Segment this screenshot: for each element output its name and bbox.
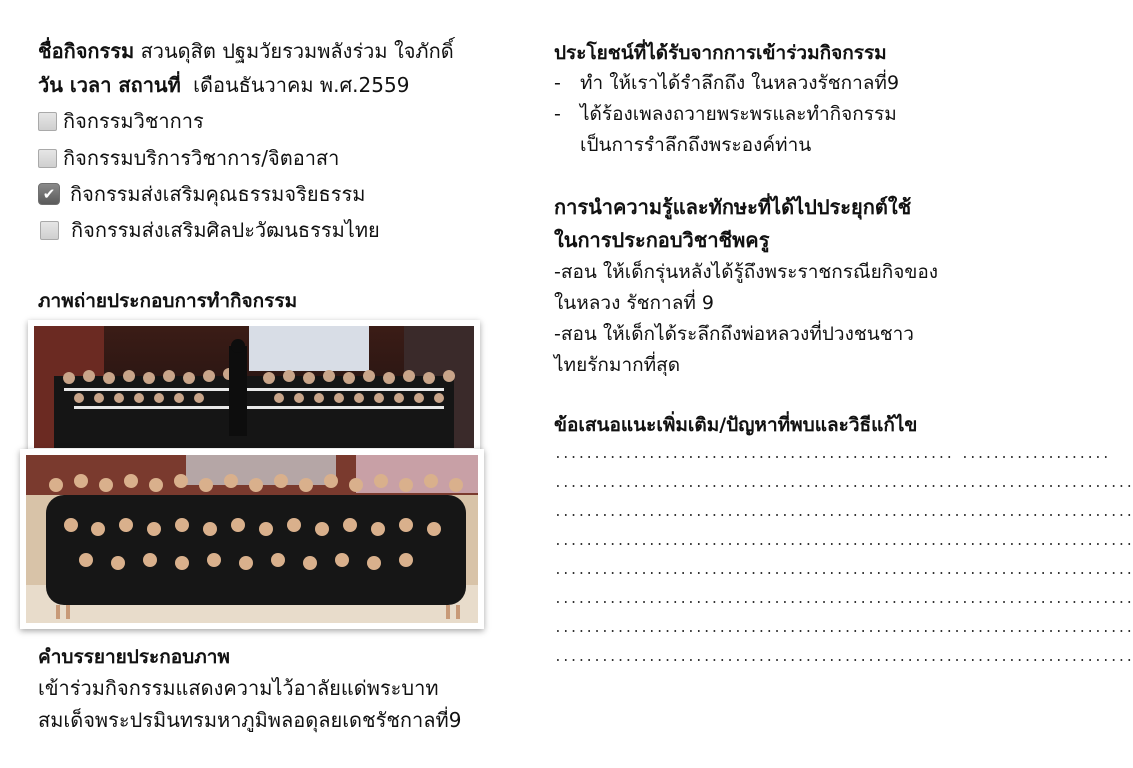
dotted-line: .......................................................................... (554, 621, 1133, 636)
checkbox-unchecked-icon[interactable] (38, 149, 57, 168)
application-line: ไทยรักมากที่สุด (554, 354, 681, 376)
checkbox-checked-icon[interactable]: ✔ (38, 183, 60, 205)
group-photo (20, 449, 484, 629)
benefit-item-continued (554, 130, 1004, 161)
activity-name-value: สวนดุสิต ปฐมวัยรวมพลังร่วม ใจภักดิ์ (140, 39, 454, 63)
category-label: กิจกรรมส่งเสริมคุณธรรมจริยธรรม (70, 182, 366, 206)
application-line: -สอน ให้เด็กได้ระลึกถึงพ่อหลวงที่ปวงชนชาว (554, 323, 914, 345)
category-morality[interactable] (38, 177, 558, 211)
activity-datetime-value: เดือนธันวาคม พ.ศ.2559 (193, 73, 410, 97)
dotted-line: .......................................................................... (554, 534, 1133, 549)
benefit-text: ได้ร้องเพลงถวายพระพรและทำกิจกรรม (580, 103, 897, 125)
checkbox-unchecked-icon[interactable] (38, 112, 57, 131)
category-culture[interactable] (38, 213, 558, 247)
choir-photo (28, 320, 480, 454)
photos-heading: ภาพถ่ายประกอบการทำกิจกรรม (38, 290, 298, 312)
caption-line: สมเด็จพระปรมินทรมหาภูมิพลอดุลยเดชรัชกาลที่9 (38, 708, 462, 732)
category-label: กิจกรรมบริการวิชาการ/จิตอาสา (63, 146, 340, 170)
dotted-line: .......................................................................... (554, 650, 1133, 665)
activity-datetime-label: วัน เวลา สถานที่ (38, 73, 181, 97)
category-label: กิจกรรมส่งเสริมศิลปะวัฒนธรรมไทย (71, 218, 380, 242)
bullet-mark: - (554, 72, 561, 94)
dotted-line: ................................................... ................... (554, 447, 1110, 462)
benefit-text: ทำ ให้เราได้รำลึกถึง ในหลวงรัชกาลที่9 (580, 72, 900, 94)
left-column (38, 34, 558, 247)
choir-stage-image (34, 326, 474, 448)
category-academic[interactable] (38, 104, 558, 138)
dotted-line: .......................................................................... (554, 563, 1133, 578)
suggestions-heading: ข้อเสนอแนะเพิ่มเติม/ปัญหาที่พบและวิธีแก้ไข (554, 414, 918, 436)
dotted-line: .......................................................................... (554, 505, 1133, 520)
dotted-line: .......................................................................... (554, 476, 1133, 491)
right-column (554, 38, 1133, 672)
application-heading: การนำความรู้และทักษะที่ได้ไปประยุกต์ใช้ (554, 195, 912, 219)
bullet-mark: - (554, 103, 561, 125)
caption-block (38, 642, 461, 736)
group-image (26, 455, 478, 623)
application-line: ในหลวง รัชกาลที่ 9 (554, 292, 714, 314)
caption-line: เข้าร่วมกิจกรรมแสดงความไว้อาลัยแด่พระบาท (38, 676, 439, 700)
application-heading: ในการประกอบวิชาชีพครู (554, 228, 770, 252)
suggestions-section (554, 410, 1133, 672)
activity-name-row (38, 34, 558, 68)
benefit-text: เป็นการรำลึกถึงพระองค์ท่าน (580, 134, 812, 156)
benefits-heading: ประโยชน์ที่ได้รับจากการเข้าร่วมกิจกรรม (554, 42, 887, 64)
checkbox-unchecked-icon[interactable] (40, 221, 59, 240)
application-line: -สอน ให้เด็กรุ่นหลังได้รู้ถึงพระราชกรณียกิจของ (554, 261, 939, 283)
activity-name-label: ชื่อกิจกรรม (38, 39, 135, 63)
caption-heading: คำบรรยายประกอบภาพ (38, 646, 230, 668)
dotted-line: .......................................................................... (554, 592, 1133, 607)
category-service[interactable] (38, 141, 558, 175)
activity-datetime-row (38, 68, 558, 102)
benefit-item (554, 99, 1004, 130)
application-section (554, 191, 1004, 381)
category-label: กิจกรรมวิชาการ (63, 109, 204, 133)
benefit-item (554, 68, 1004, 99)
